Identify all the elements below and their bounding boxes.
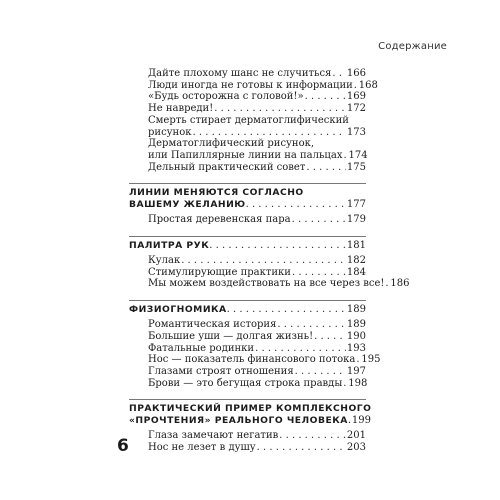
toc-entry-title: Не навреди! (148, 103, 214, 115)
toc-entry-title: Романтическая история (148, 319, 277, 331)
toc-entry-page: 203 (346, 442, 366, 454)
toc-entry[interactable] (148, 68, 366, 80)
toc-chapter-heading[interactable] (129, 304, 366, 316)
toc-chapter (129, 399, 372, 454)
toc-entry-title: Нос — показатель финансового потока (148, 354, 356, 366)
leader-dots (209, 240, 347, 252)
leader-dots (306, 162, 346, 174)
chapter-page: 181 (346, 240, 366, 252)
toc-entry-title: Дельный практический совет (148, 161, 306, 173)
toc-entry-page: 189 (346, 319, 366, 331)
leader-dots (314, 331, 346, 343)
toc-chapter (129, 183, 366, 226)
toc-entry-page: 174 (348, 149, 368, 161)
toc-entry[interactable] (148, 430, 366, 442)
toc-entry-page: 172 (346, 103, 366, 115)
chapter-heading-line: ПАЛИТРА РУК (129, 240, 210, 252)
chapter-page: 199 (351, 415, 371, 427)
toc-entry-title: Кулак (148, 255, 181, 267)
toc-chapter (129, 236, 410, 290)
toc-entry[interactable] (148, 278, 410, 290)
running-head: Содержание (378, 41, 447, 52)
toc-entry-title-line: Дерматоглифический рисунок, (148, 138, 315, 150)
toc-entry-title-line: рисунок (148, 126, 192, 138)
toc-entry-title: Люди иногда не готовы к информации (148, 79, 353, 91)
toc-chapter (129, 300, 381, 389)
toc-entry-page: 169 (346, 91, 366, 103)
toc-entry-title: Брови — это бегущая строка правды (148, 377, 343, 389)
leader-dots (255, 343, 346, 355)
toc-entry-title: Большие уши — долгая жизнь! (148, 330, 314, 342)
toc-entry[interactable] (148, 442, 366, 454)
toc-entry-page: 166 (346, 68, 366, 79)
leader-dots (257, 442, 346, 454)
toc-entry[interactable] (148, 255, 366, 267)
toc-entry[interactable] (148, 378, 366, 390)
toc-entry-title: Стимулирующие практики (148, 266, 291, 278)
chapter-heading-line: ПРАКТИЧЕСКИЙ ПРИМЕР КОМПЛЕКСНОГО (129, 403, 372, 415)
page-number: 6 (117, 436, 129, 456)
toc-entry[interactable] (148, 267, 366, 279)
leader-dots (305, 91, 346, 103)
toc-entry-page: 186 (390, 278, 410, 290)
toc-entry[interactable] (148, 138, 366, 161)
toc-entry-title: Простая деревенская пара (148, 214, 291, 226)
toc-entry-page: 198 (348, 377, 368, 389)
toc-entry-title-line: или Папиллярные линии на пальцах (148, 149, 343, 161)
chapter-page: 189 (346, 304, 366, 316)
toc-entry[interactable] (148, 343, 366, 355)
toc-entry[interactable] (148, 366, 366, 378)
toc-entry-title: Глаза замечают негатив (148, 430, 279, 442)
toc-entry-page: 173 (346, 126, 366, 138)
toc-entry-title-line: Смерть стирает дерматоглифический (148, 114, 349, 126)
toc-entry[interactable] (148, 354, 381, 366)
toc-entry-page: 168 (358, 79, 378, 91)
toc-entry-title: Нос не лезет в душу (148, 442, 256, 454)
leader-dots (214, 103, 346, 115)
chapter-heading-line: ВАШЕМУ ЖЕЛАНИЮ (129, 199, 246, 211)
toc-chapter-heading[interactable] (129, 403, 372, 427)
chapter-heading-line: «ПРОЧТЕНИЯ» РЕАЛЬНОГО ЧЕЛОВЕКА (129, 415, 348, 427)
leader-dots (193, 127, 346, 139)
toc-entry[interactable] (148, 214, 366, 226)
leader-dots (332, 68, 346, 80)
toc-entry-page: 175 (346, 161, 366, 173)
toc-entry[interactable] (148, 331, 366, 343)
toc-entry-title: «Будь осторожна с головой!» (148, 91, 304, 103)
leader-dots (292, 214, 346, 226)
toc-entry[interactable] (148, 91, 366, 103)
chapter-heading-line: ФИЗИОГНОМИКА (129, 304, 227, 316)
toc-entry[interactable] (148, 79, 378, 92)
leader-dots (227, 304, 347, 316)
leader-dots (279, 430, 346, 442)
toc-entry-page: 182 (346, 255, 366, 267)
toc-entry-page: 179 (346, 214, 366, 226)
toc-entry-title: Фатальные родинки (148, 342, 255, 354)
leader-dots (181, 255, 346, 267)
leader-dots (277, 319, 346, 331)
leader-dots (292, 267, 346, 279)
leader-dots (246, 199, 347, 211)
toc-entry-page: 201 (346, 430, 366, 442)
chapter-heading-line: ЛИНИИ МЕНЯЮТСЯ СОГЛАСНО (129, 187, 304, 199)
leader-dots (295, 366, 346, 378)
toc-entry-page: 193 (346, 342, 366, 354)
toc-entry[interactable] (148, 162, 366, 174)
toc-chapter-heading[interactable] (129, 187, 366, 211)
toc-entry-page: 184 (346, 266, 366, 278)
toc-entry-page: 190 (346, 330, 366, 342)
toc-entry-title: Дайте плохому шанс не случиться (148, 68, 332, 79)
toc-group-continued (129, 68, 378, 173)
toc-entry-title: Глазами строят отношения (148, 365, 294, 377)
toc-entry-page: 197 (346, 365, 366, 377)
toc-chapter-heading[interactable] (129, 240, 366, 252)
toc-entry[interactable] (148, 103, 366, 115)
toc-entry[interactable] (148, 319, 366, 331)
toc-entry-title: Мы можем воздействовать на все через все! (148, 278, 385, 290)
table-of-contents (129, 68, 410, 454)
toc-entry-page: 195 (361, 354, 381, 366)
toc-entry[interactable] (148, 115, 366, 138)
chapter-page: 177 (346, 199, 366, 211)
